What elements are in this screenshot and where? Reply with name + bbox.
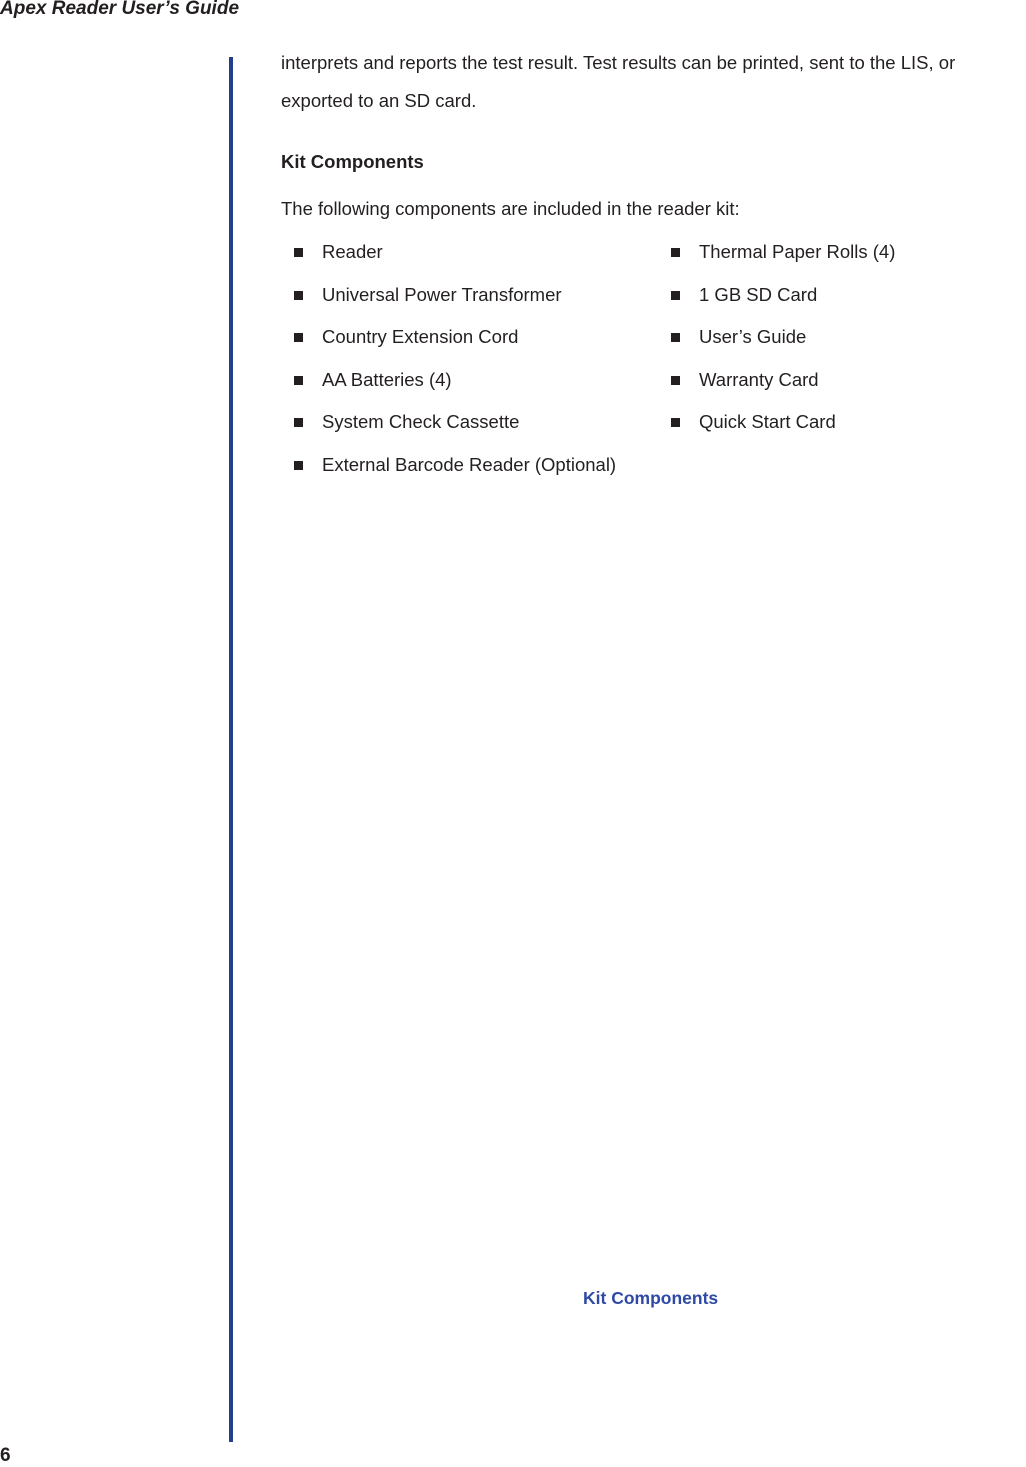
list-item-label: Universal Power Transformer: [322, 283, 562, 305]
list-item: [294, 455, 616, 498]
list-item: [671, 412, 895, 455]
list-item-label: 1 GB SD Card: [699, 283, 818, 305]
page-number: 6: [0, 1445, 11, 1466]
paragraph-line-2: exported to an SD card.: [281, 90, 477, 111]
margin-rule: [229, 57, 233, 1442]
list-item-label: Thermal Paper Rolls (4): [699, 241, 896, 262]
list-item-label: External Barcode Reader (Optional): [322, 453, 617, 475]
running-header-title: Apex Reader User’s Guide: [0, 0, 240, 19]
list-item-label: Reader: [322, 241, 383, 262]
list-item-label: AA Batteries (4): [322, 368, 452, 390]
square-bullet-icon: [294, 248, 303, 257]
list-item-label: Country Extension Cord: [322, 326, 519, 348]
list-item-label: Warranty Card: [699, 368, 819, 390]
list-item: [671, 285, 895, 328]
square-bullet-icon: [671, 248, 680, 257]
square-bullet-icon: [294, 333, 303, 342]
list-item-label: User’s Guide: [699, 326, 807, 348]
list-item: [294, 285, 616, 328]
list-item: [294, 412, 616, 455]
square-bullet-icon: [294, 418, 303, 427]
list-item: [671, 370, 895, 413]
list-item: [294, 327, 616, 370]
square-bullet-icon: [671, 418, 680, 427]
square-bullet-icon: [294, 291, 303, 300]
square-bullet-icon: [294, 376, 303, 385]
list-item: [671, 327, 895, 370]
figure-caption: Kit Components: [583, 1288, 719, 1308]
section-heading: Kit Components: [281, 151, 424, 172]
square-bullet-icon: [671, 291, 680, 300]
list-item-label: System Check Cassette: [322, 411, 520, 433]
list-item: [294, 370, 616, 413]
square-bullet-icon: [671, 376, 680, 385]
list-item: [671, 242, 895, 285]
list-item-label: Quick Start Card: [699, 411, 836, 433]
list-item: [294, 242, 616, 285]
components-list-left: [294, 242, 616, 498]
square-bullet-icon: [671, 333, 680, 342]
components-list-right: [671, 242, 895, 455]
paragraph-line-1: interprets and reports the test result. Test results can be printed, sent to the LIS, or: [281, 52, 956, 73]
square-bullet-icon: [294, 461, 303, 470]
intro-text: The following components are included in the reader kit:: [281, 198, 740, 219]
